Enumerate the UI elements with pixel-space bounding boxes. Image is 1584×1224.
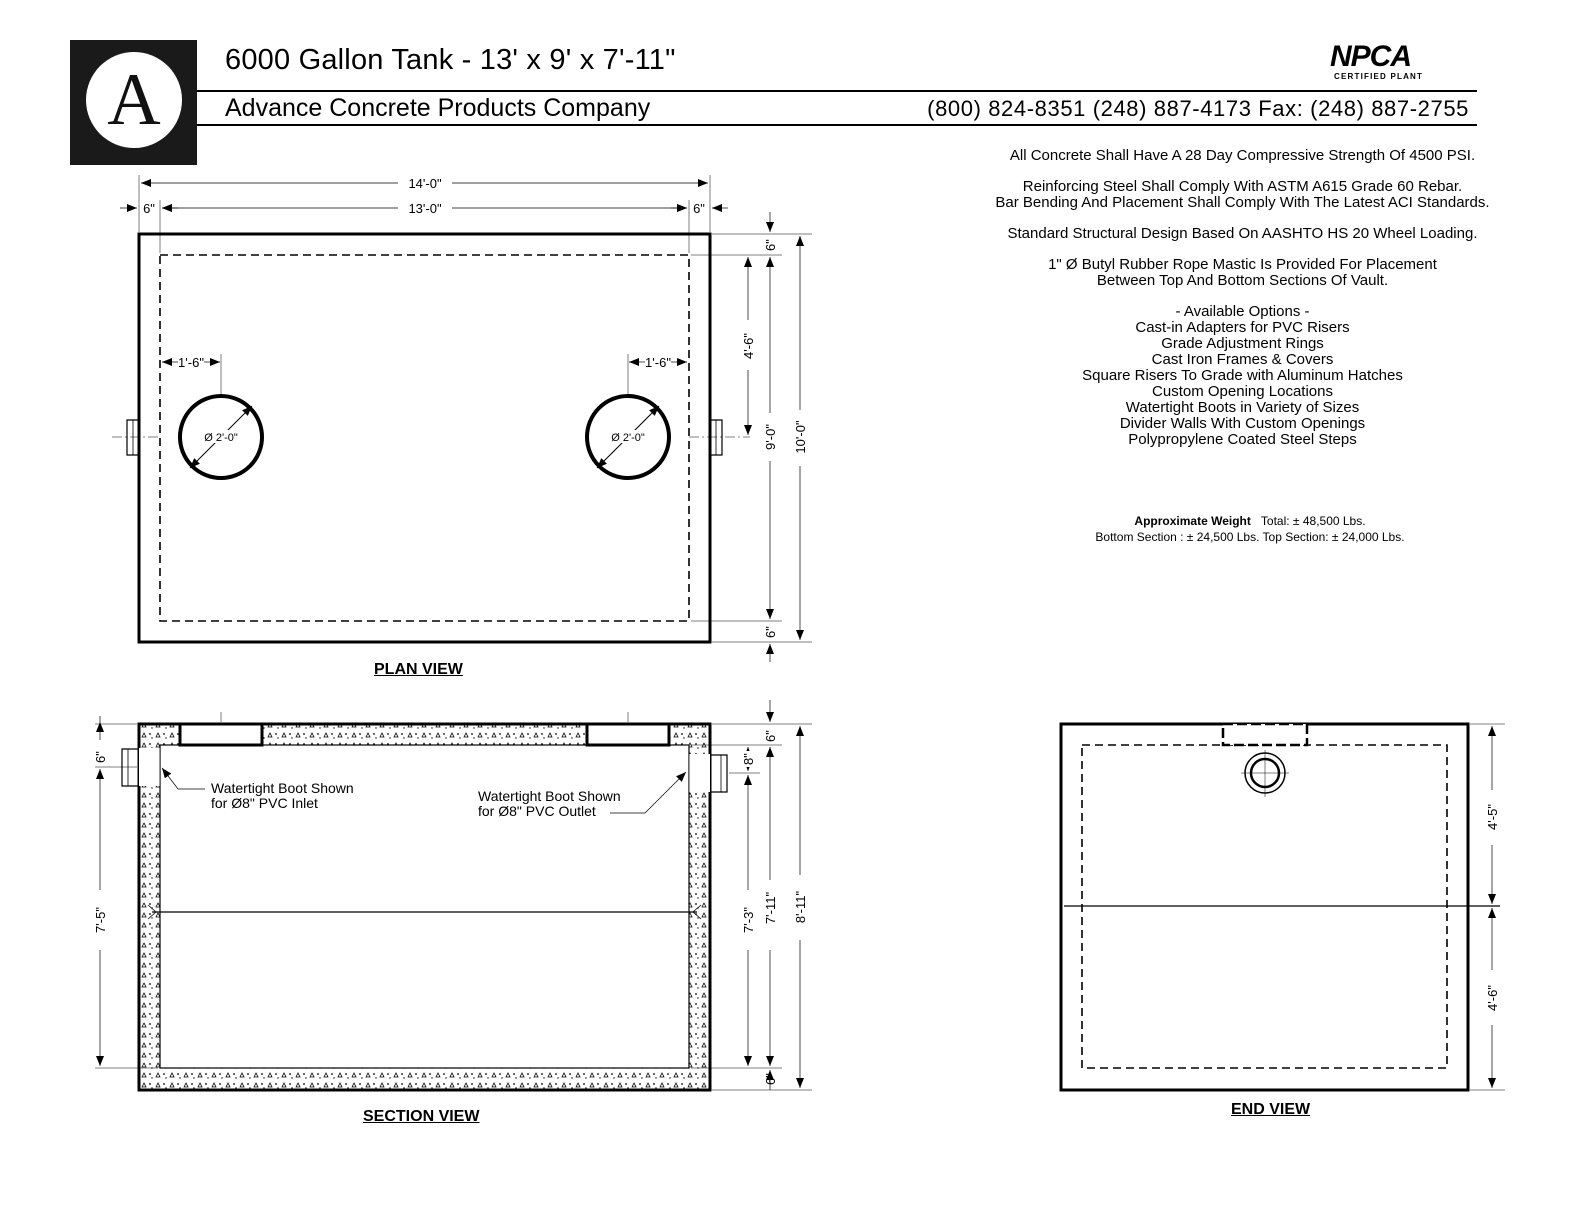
section-dim-inlet-height: 7'-5" [93,907,108,933]
plan-dim-center: 4'-6" [741,333,756,359]
end-riser [1223,724,1307,745]
note-mastic-1: 1" Ø Butyl Rubber Rope Mastic Is Provided For Placement [1048,256,1437,273]
section-riser-left [180,724,262,745]
plan-view [112,175,812,662]
section-view-label: SECTION VIEW [363,1108,480,1125]
option-item: Cast-in Adapters for PVC Risers [1135,319,1350,336]
boot-inlet-text-1: Watertight Boot Shown [211,780,354,796]
option-item: Watertight Boots in Variety of Sizes [1125,399,1360,416]
weight-total: Total: ± 48,500 Lbs. [1260,514,1366,528]
weight-label: Approximate Weight [1134,514,1251,528]
plan-dim-inner-width: 13'-0" [408,201,442,216]
option-item: Divider Walls With Custom Openings [1119,415,1366,432]
section-dim-inner-height: 7'-3" [741,907,756,933]
plan-opening-left-dia: Ø 2'-0" [204,432,238,444]
plan-dim-wall-left: 6" [143,201,155,216]
option-item: Cast Iron Frames & Covers [1151,351,1334,368]
end-view-label: END VIEW [1231,1101,1311,1118]
note-strength: All Concrete Shall Have A 28 Day Compressive Strength Of 4500 PSI. [1009,147,1476,164]
section-dim-bottom-slab: 6" [763,1073,778,1085]
plan-dim-wall-right: 6" [693,201,705,216]
logo-letter: A [107,59,161,141]
page-title: 6000 Gallon Tank - 13' x 9' x 7'-11" [225,44,676,76]
option-item: Square Risers To Grade with Aluminum Hatches [1082,367,1403,384]
plan-dim-overall-width: 14'-0" [408,176,442,191]
plan-dim-opening-right: 1'-6" [645,355,671,370]
section-view [93,700,812,1090]
plan-dim-wall-bottom: 6" [763,626,778,638]
plan-dim-overall-length: 10'-0" [793,420,808,454]
section-riser-right [587,724,669,745]
npca-mark: NPCA [1330,40,1412,73]
note-design: Standard Structural Design Based On AASHTO HS 20 Wheel Loading. [1007,225,1478,242]
boot-outlet-text-2: for Ø8" PVC Outlet [478,803,596,819]
section-dim-top-slab: 6" [763,730,778,742]
npca-subtitle: CERTIFIED PLANT [1334,72,1424,81]
note-steel-1: Reinforcing Steel Shall Comply With ASTM A615 Grade 60 Rebar. [1022,178,1463,195]
section-inlet-pipe [122,749,139,786]
phone-numbers: (800) 824-8351 (248) 887-4173 Fax: (248) 887-2755 [927,96,1469,121]
options-title: - Available Options - [1175,303,1310,320]
option-item: Grade Adjustment Rings [1161,335,1324,352]
section-dim-overall-height: 8'-11" [793,890,808,924]
section-outlet-pipe [710,755,727,792]
end-dim-bottom: 4'-6" [1485,985,1500,1011]
section-dim-inlet-drop: 6" [93,751,108,763]
option-item: Polypropylene Coated Steel Steps [1128,431,1357,448]
plan-dim-inner-length: 9'-0" [763,424,778,450]
boot-outlet-text-1: Watertight Boot Shown [478,788,621,804]
option-item: Custom Opening Locations [1152,383,1333,400]
boot-inlet-text-2: for Ø8" PVC Inlet [211,795,318,811]
weight-sections: Bottom Section : ± 24,500 Lbs. Top Section: ± 24,000 Lbs. [1095,530,1405,544]
company-name: Advance Concrete Products Company [225,94,651,122]
plan-dim-opening-left: 1'-6" [178,355,204,370]
end-outer-wall [1061,724,1468,1090]
note-steel-2: Bar Bending And Placement Shall Comply With The Latest ACI Standards. [995,194,1490,211]
end-view [1061,724,1505,1090]
boot-bg [139,748,160,786]
section-dim-total-inner: 7'-11" [763,891,778,925]
section-dim-outlet-drop: 8" [741,753,756,765]
boot-bg [689,754,710,792]
end-dim-top: 4'-5" [1485,804,1500,830]
plan-opening-right-dia: Ø 2'-0" [611,432,645,444]
plan-dim-wall-top: 6" [763,239,778,251]
plan-view-label: PLAN VIEW [374,661,463,678]
note-mastic-2: Between Top And Bottom Sections Of Vault. [1096,272,1389,289]
